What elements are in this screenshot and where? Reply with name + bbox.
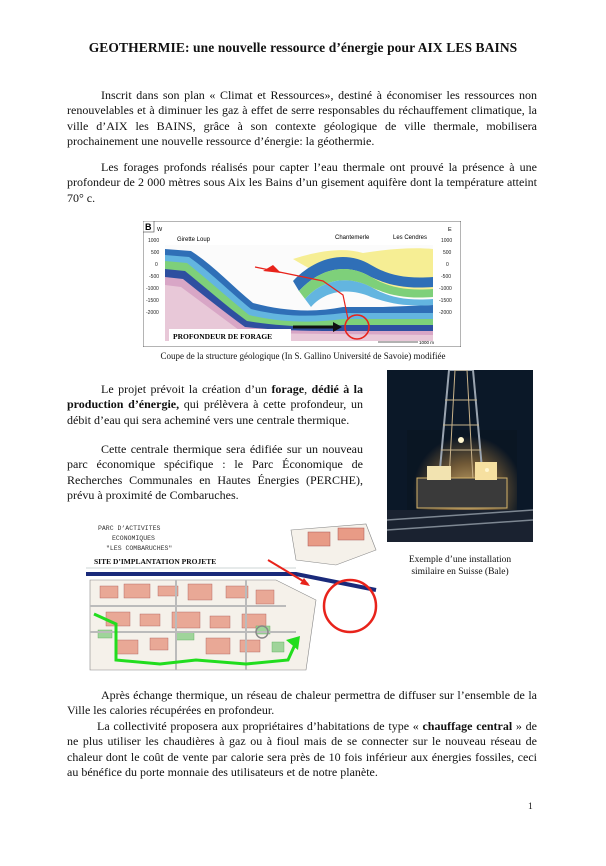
intro-paragraph: Inscrit dans son plan « Climat et Ressources», destiné à économiser les ressources non renouvelables et à diminuer les gaz à effet de serre responsables du réchauffement climatique, la ville d’AIX les BAINS, grâce à son contexte géologique de ville thermale, mobilisera prochainement une nouvelle ressource d’énergie: la géothermie. xyxy=(67,88,537,149)
svg-text:0: 0 xyxy=(446,262,449,268)
map-title-2: ECONOMIQUES xyxy=(112,535,155,542)
geology-caption: Coupe de la structure géologique (In S. Gallino Université de Savoie) modifiée xyxy=(160,351,446,361)
site-plan-map xyxy=(76,520,380,685)
panel-letter: B xyxy=(145,222,152,232)
heat-network-paragraph: Après échange thermique, un réseau de chaleur permettra de diffuser sur l’ensemble de la Ville les calories récupérées en profondeur. xyxy=(67,688,537,718)
drilling-rig-photo xyxy=(387,370,533,542)
svg-text:-500: -500 xyxy=(149,274,160,280)
svg-text:-1000: -1000 xyxy=(439,286,452,292)
map-title-1: PARC D’ACTIVITES xyxy=(98,525,161,532)
svg-text:-2000: -2000 xyxy=(439,310,452,316)
project-paragraph: Le projet prévoit la création d’un forage, dédié à la production d’énergie, qui prélèvera à cette profondeur, un débit d’eau qui sera acheminé vers une centrale thermique. xyxy=(67,382,364,427)
svg-text:-1500: -1500 xyxy=(146,298,159,304)
east-label: E xyxy=(448,227,452,233)
page-number: 1 xyxy=(528,802,533,812)
svg-text:-2000: -2000 xyxy=(146,310,159,316)
scale-label: 1000 m xyxy=(419,340,435,345)
svg-text:0: 0 xyxy=(155,262,158,268)
page-title: GEOTHERMIE: une nouvelle ressource d’énergie pour AIX LES BAINS xyxy=(88,40,518,55)
svg-text:500: 500 xyxy=(151,250,160,256)
svg-text:500: 500 xyxy=(443,250,452,256)
geological-cross-section xyxy=(143,221,461,347)
svg-text:-1000: -1000 xyxy=(146,286,159,292)
place-les-cendres: Les Cendres xyxy=(393,235,428,241)
svg-text:-1500: -1500 xyxy=(439,298,452,304)
svg-text:-500: -500 xyxy=(441,274,452,280)
place-chantemerle: Chantemerle xyxy=(335,235,370,241)
svg-text:1000: 1000 xyxy=(441,238,453,244)
svg-text:1000: 1000 xyxy=(148,238,160,244)
central-heating-paragraph: La collectivité proposera aux propriétaires d’habitations de type « chauffage central » de ne plus utiliser les chaudières à gaz ou à fioul mais de se connecter sur le nouveau réseau de chaleur dont le coût de vente par calorie sera près de 10 fois inférieur aux énergies fossiles, ceci au bénéfice du porte monnaie des utilisateurs et de notre planète. xyxy=(67,719,537,780)
map-title-3: "LES COMBARUCHES" xyxy=(106,545,173,552)
depth-label: PROFONDEUR DE FORAGE xyxy=(173,332,273,341)
place-girette-loup: Girette Loup xyxy=(177,237,211,243)
power-plant-paragraph: Cette centrale thermique sera édifiée sur un nouveau parc économique spécifique : le Parc Économique de Recherches Communales en Hautes Énergies (PERCHE), prévu à proximité de Combaruches. xyxy=(67,442,363,503)
photo-caption: Exemple d’une installation similaire en Suisse (Bale) xyxy=(408,555,512,577)
site-implantation-label: SITE D’IMPLANTATION PROJETE xyxy=(94,557,217,566)
west-label: W xyxy=(157,227,163,233)
drilling-paragraph: Les forages profonds réalisés pour capter l’eau thermale ont prouvé la présence à une profondeur de 2 000 mètres sous Aix les Bains d’un gisement aquifère dont la température atteint 70° c. xyxy=(67,160,537,205)
